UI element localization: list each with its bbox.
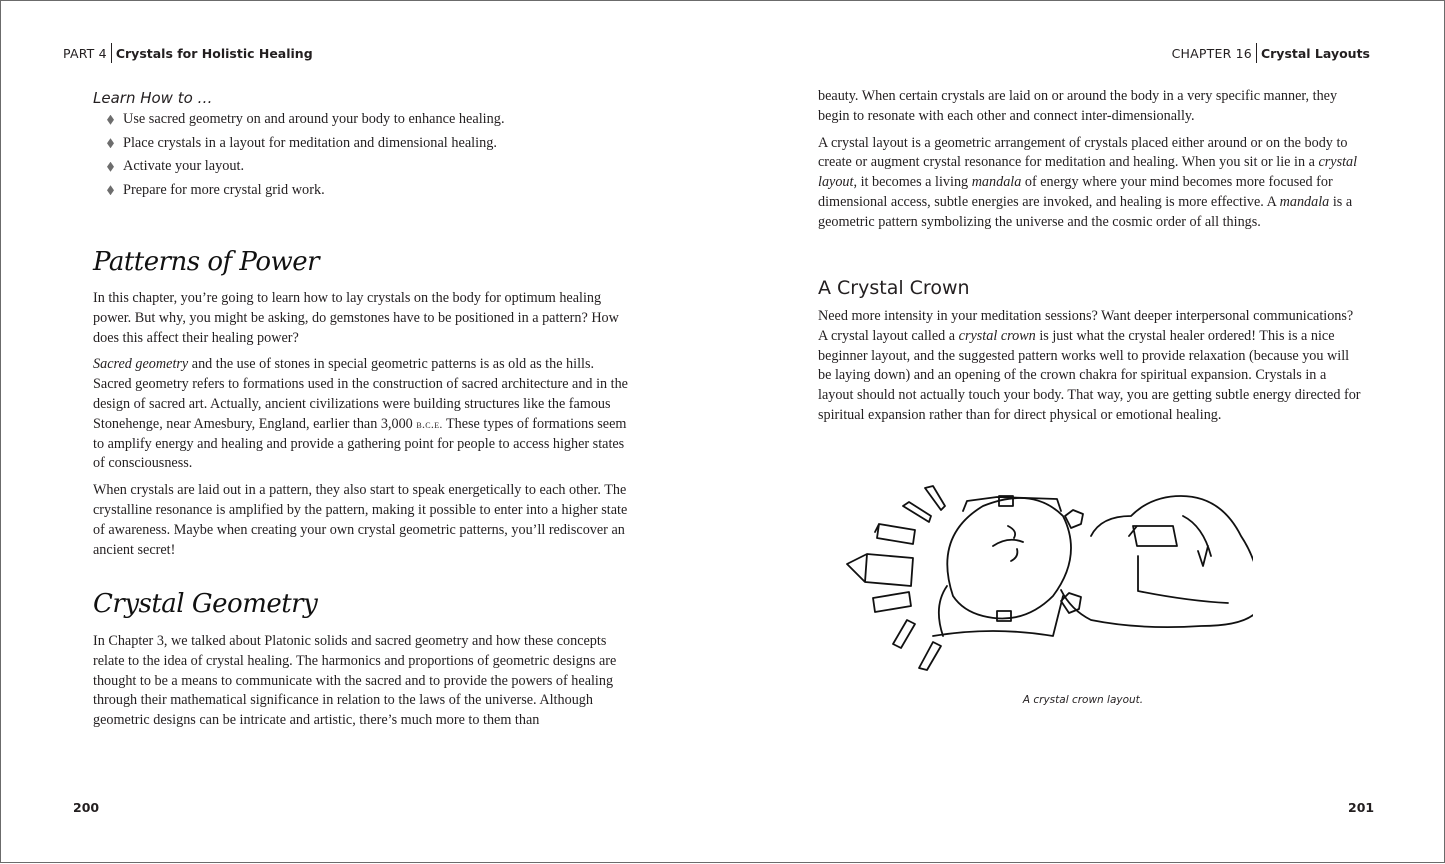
crystal-point-icon — [873, 592, 911, 612]
crystal-point-icon — [875, 524, 915, 544]
page-number-right: 201 — [1348, 800, 1375, 815]
list-item-text: Prepare for more crystal grid work. — [123, 181, 325, 198]
emphasis: crystal layout — [818, 154, 1358, 191]
pillow-outline — [939, 586, 947, 636]
learn-how-to-list — [93, 108, 633, 202]
emphasis: mandala — [1279, 193, 1330, 210]
crystal-crown-illustration — [833, 476, 1253, 676]
head-outline — [947, 498, 1071, 619]
list-item — [107, 108, 633, 132]
diamond-bullet-icon — [107, 115, 114, 125]
body-outline — [1061, 496, 1253, 627]
list-item — [107, 132, 633, 156]
face-features — [993, 526, 1023, 561]
crystal-point-icon — [925, 486, 945, 510]
emphasis: Sacred geometry — [93, 356, 189, 373]
crystal-point-icon — [847, 554, 913, 586]
paragraph: When crystals are laid out in a pattern, they also start to speak energetically to each other. The crystalline resonance is amplified by the pattern, making it possible to enter into a higher state of awareness. Maybe when creating your own crystal geometric patterns, you’ll rediscover an ancient secret! — [93, 482, 628, 558]
section-heading-patterns-of-power: Patterns of Power — [93, 247, 320, 277]
text-run: is just what the crystal healer ordered! This is a nice beginner layout, and the suggested pattern works well to provide relaxation (because you will be laying down) and an opening of the crown chakra for spiritual expansion. Crystals in a layout should not actually touch your body. That way, you are getting subtle energy directed for spiritual expansion rather than for direct physical or emotional healing. — [818, 327, 1361, 423]
crystal-point-icon — [903, 502, 931, 522]
text-run: and the use of stones in special geometric patterns is as old as the hills. Sacred geometry refers to formations used in the construction of sacred architecture and in the design of sacred art. Actually, ancient civilizations were building structures like the famous Stonehenge, near Amesbury, England, earlier than 3,000 — [93, 356, 628, 432]
arm-outline — [1138, 516, 1228, 603]
right-page — [723, 1, 1445, 864]
continued-body — [818, 87, 1363, 240]
list-item-text: Place crystals in a layout for meditation and dimensional healing. — [123, 134, 498, 151]
text-run: A crystal layout is a geometric arrangement of crystals placed either around or on the body to create or augment crystal resonance for meditation and healing. When you sit or lie in a — [818, 134, 1348, 171]
patterns-body — [93, 289, 633, 567]
running-head-divider — [111, 43, 112, 63]
emphasis: crystal crown — [958, 327, 1036, 344]
paragraph — [818, 134, 1363, 233]
era-abbreviation: b.c.e. — [416, 416, 443, 431]
section-heading-crystal-geometry: Crystal Geometry — [93, 589, 318, 619]
text-run: These types of formations seem to amplify energy and healing and provide a gathering point for people to access higher states of consciousness. — [93, 415, 627, 472]
hair-outline — [933, 596, 1063, 636]
learn-how-to-box — [93, 89, 633, 202]
text-run: , it becomes a living — [853, 174, 972, 191]
chapter-title: Crystal Layouts — [1260, 45, 1370, 61]
paragraph — [818, 307, 1363, 426]
tumbled-stone-icon — [997, 611, 1011, 621]
list-item — [107, 179, 633, 203]
text-run: is a geometric pattern symbolizing the universe and the cosmic order of all things. — [818, 193, 1353, 230]
part-title: Crystals for Holistic Healing — [115, 45, 313, 61]
paragraph: beauty. When certain crystals are laid on or around the body in a very specific manner, they begin to resonate with each other and connect inter-dimensionally. — [818, 88, 1338, 124]
text-run: of energy where your mind becomes more focused for dimensional access, subtle energies are invoked, and healing is more effective. A — [818, 174, 1333, 210]
section-heading-a-crystal-crown: A Crystal Crown — [818, 277, 970, 299]
geometry-body — [93, 632, 633, 738]
list-item-text: Use sacred geometry on and around your body to enhance healing. — [123, 111, 505, 127]
crystal-on-chest-icon — [1129, 526, 1177, 546]
left-page — [1, 1, 723, 864]
crystal-point-icon — [893, 620, 915, 648]
figure-caption: A crystal crown layout. — [1022, 694, 1144, 706]
crystal-point-icon — [919, 642, 941, 670]
crown-body — [818, 307, 1363, 433]
chapter-label: CHAPTER 16 — [1171, 45, 1252, 61]
list-item — [107, 155, 633, 179]
paragraph: In Chapter 3, we talked about Platonic solids and sacred geometry and how these concepts relate to the idea of crystal healing. The harmonics and proportions of geometric designs are thought to be a means to communicate with the sacred and to provide the powers of healing through their mathematical significance in relation to the laws of the universe. Although geometric designs can be intricate and artistic, there’s much more to them than — [93, 633, 617, 729]
running-head-left — [63, 43, 313, 63]
list-item-text: Activate your layout. — [123, 158, 245, 174]
page-number-left: 200 — [73, 800, 100, 815]
paragraph — [93, 355, 633, 474]
running-head-divider — [1256, 43, 1257, 63]
diamond-bullet-icon — [107, 162, 114, 172]
part-label: PART 4 — [63, 45, 107, 61]
diamond-bullet-icon — [107, 138, 114, 148]
running-head-right — [1172, 43, 1370, 63]
diamond-bullet-icon — [107, 185, 114, 195]
text-run: Need more intensity in your meditation sessions? Want deeper interpersonal communications? A crystal layout called a — [818, 308, 1354, 344]
emphasis: mandala — [971, 174, 1022, 191]
learn-how-to-title: Learn How to … — [93, 89, 213, 107]
paragraph: In this chapter, you’re going to learn how to lay crystals on the body for optimum healing power. But why, you might be asking, do gemstones have to be positioned in a pattern? How does this affect their healing power? — [93, 290, 619, 346]
